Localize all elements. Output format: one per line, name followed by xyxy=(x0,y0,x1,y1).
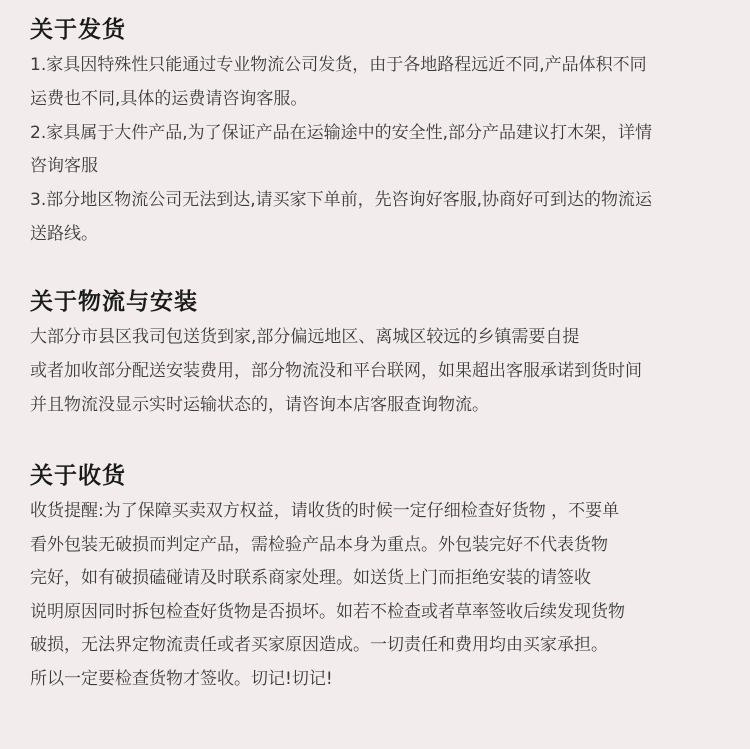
logistics-line-1: 大部分市县区我司包送货到家,部分偏远地区、离城区较远的乡镇需要自提 xyxy=(30,327,580,347)
receipt-line-5: 破损，无法界定物流责任或者买家原因造成。一切责任和费用均由买家承担。 xyxy=(30,635,608,655)
shipping-line-2: 运费也不同,具体的运费请咨询客服。 xyxy=(30,88,308,109)
shipping-line-3: 2.家具属于大件产品,为了保证产品在运输途中的安全性,部分产品建议打木架，详情 xyxy=(30,122,653,143)
shipping-line-6: 送路线。 xyxy=(30,223,98,244)
section-logistics xyxy=(30,287,735,422)
receipt-line-1: 收货提醒:为了保障买卖双方权益，请收货的时候一定仔细检查好货物 ，不要单 xyxy=(30,501,620,521)
section-title-shipping: 关于发货 xyxy=(30,17,126,43)
section-title-receipt: 关于收货 xyxy=(30,463,126,489)
receipt-line-4: 说明原因同时拆包检查好货物是否损坏。如若不检查或者草率签收后续发现货物 xyxy=(30,601,625,622)
logistics-line-3: 并且物流没显示实时运输状态的，请咨询本店客服查询物流。 xyxy=(30,394,489,415)
receipt-line-2: 看外包装无破损而判定产品，需检验产品本身为重点。外包装完好不代表货物 xyxy=(30,534,608,555)
receipt-line-6: 所以一定要检查货物才签收。切记!切记! xyxy=(30,668,333,689)
shipping-line-4: 咨询客服 xyxy=(30,156,98,177)
logistics-line-2: 或者加收部分配送安装费用，部分物流没和平台联网，如果超出客服承诺到货时间 xyxy=(30,360,642,381)
section-title-logistics: 关于物流与安装 xyxy=(30,289,198,315)
section-shipping xyxy=(30,15,735,252)
receipt-line-3: 完好，如有破损磕碰请及时联系商家处理。如送货上门而拒绝安装的请签收 xyxy=(30,568,591,588)
section-receipt xyxy=(30,461,735,696)
shipping-line-1: 1.家具因特殊性只能通过专业物流公司发货，由于各地路程远近不同,产品体积不同 xyxy=(30,55,647,75)
shipping-line-5: 3.部分地区物流公司无法到达,请买家下单前，先咨询好客服,协商好可到达的物流运 xyxy=(30,190,653,211)
